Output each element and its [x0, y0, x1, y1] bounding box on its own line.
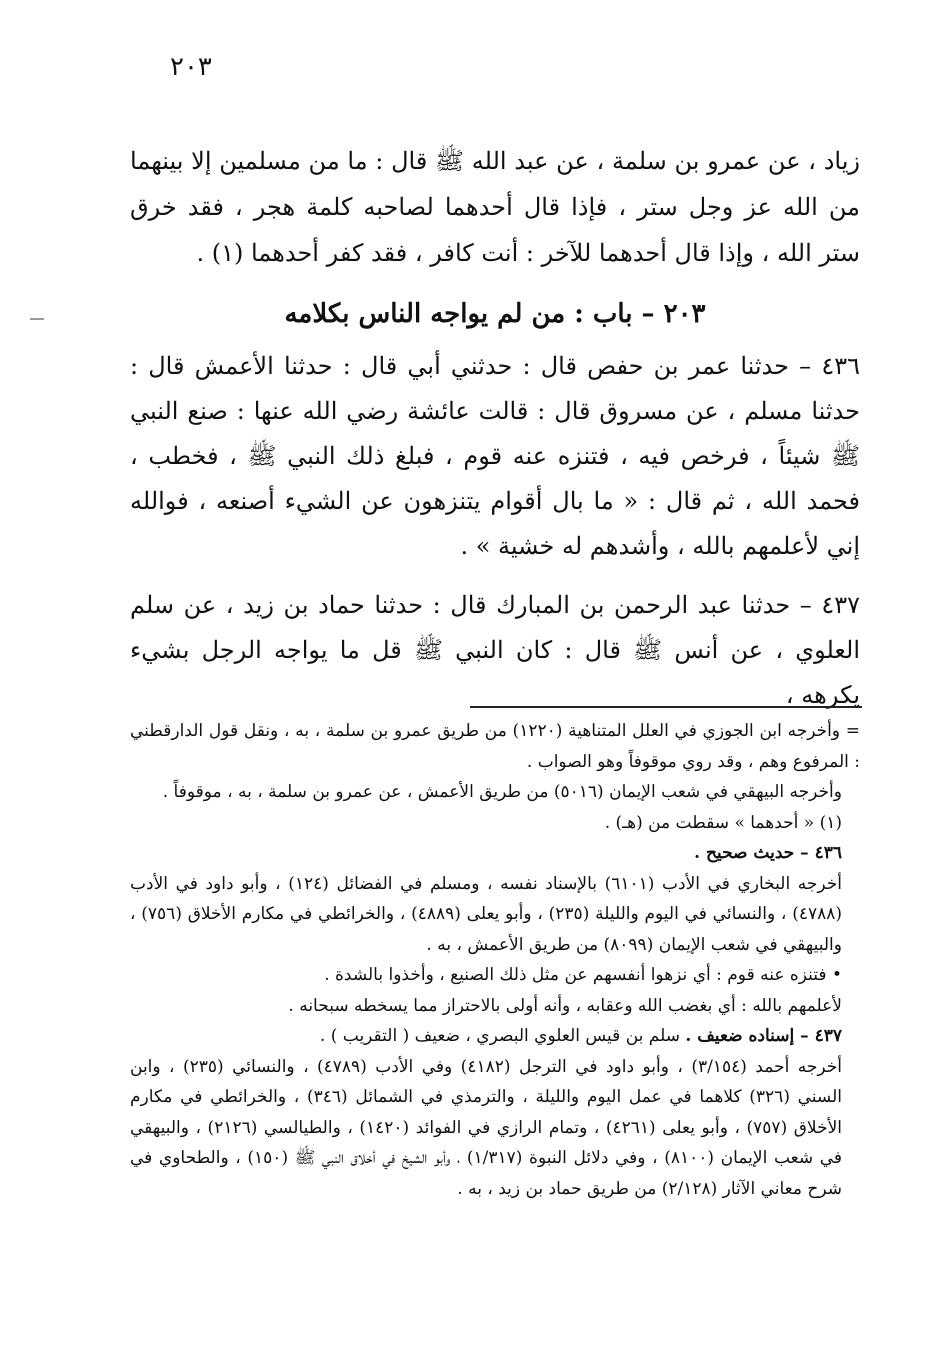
chapter-heading: ٢٠٣ – باب : من لم يواجه الناس بكلامه	[284, 299, 706, 329]
footnote-line	[130, 716, 860, 777]
page-number: ٢٠٣	[170, 52, 212, 82]
footnote-line	[130, 1021, 860, 1052]
footnote-text: وأخرجه البيهقي في شعب الإيمان (٥٠١٦) من طريق الأعمش ، عن عمرو بن سلمة ، به ، موقوفاً .	[162, 782, 842, 802]
footnote-text: لأعلمهم بالله : أي بغضب الله وعقابه ، وأنه أولى بالاحتراز مما يسخطه سبحانه .	[288, 995, 842, 1016]
footnote-divider	[470, 706, 862, 708]
footnote-line	[130, 869, 860, 961]
footnote-line	[130, 838, 860, 869]
hadith-436-text: ٤٣٦ – حدثنا عمر بن حفص قال : حدثني أبي قال : حدثنا الأعمش قال : حدثنا مسلم ، عن مسروق قال : قالت عائشة رضي الله عنها : صنع النبي ﷺ شيئاً ، فرخص فيه ، فتنزه عنه قوم ، فبلغ ذلك النبي ﷺ ، فخطب ، فحمد الله ، ثم قال : « ما بال أقوام يتنزهون عن الشيء أصنعه ، فوالله إني لأعلمهم بالله ، وأشدهم له خشية » .	[130, 352, 861, 560]
footnote-line	[130, 960, 860, 991]
footnote-line	[130, 1052, 860, 1205]
footnote-text: (١) « أحدهما » سقطت من (هـ) .	[604, 812, 842, 833]
main-text	[130, 138, 860, 732]
hadith-437	[130, 583, 860, 718]
margin-mark	[30, 318, 44, 320]
footnote-line	[130, 991, 860, 1022]
footnote-text: أخرجه البخاري في الأدب (٦١٠١) بالإسناد نفسه ، ومسلم في الفضائل (١٢٤) ، وأبو داود في الأدب (٤٧٨٨) ، والنسائي في اليوم والليلة (٢٣٥) ، وأبو يعلى (٤٨٨٩) ، والخرائطي في مكارم الأخلاق (٧٥٦) ، والبيهقي في شعب الإيمان (٨٠٩٩) من طريق الأعمش ، به .	[130, 873, 842, 955]
intro-paragraph-text: زياد ، عن عمرو بن سلمة ، عن عبد الله ﷺ قال : ما من مسلمين إلا بينهما من الله عز وجل ستر ، فإذا قال أحدهما لصاحبه كلمة هجر ، فقد خرق ستر الله ، وإذا قال أحدهما للآخر : أنت كافر ، فقد كفر أحدهما (١) .	[130, 147, 860, 267]
footnote-line	[130, 808, 860, 839]
hadith-436	[130, 344, 860, 569]
footnote-line	[130, 777, 860, 808]
footnote-heading-436: ٤٣٦ – حديث صحيح .	[694, 843, 842, 863]
footnote-heading-437: ٤٣٧ – إسناده ضعيف .	[685, 1026, 842, 1046]
footnote-text: • فتنزه عنه قوم : أي نزهوا أنفسهم عن مثل ذلك الصنيع ، وأخذوا بالشدة .	[324, 965, 842, 985]
footnote-text: أخرجه أحمد (٣/١٥٤) ، وأبو داود في الترجل (٤١٨٢) وفي الأدب (٤٧٨٩) ، والنسائي (٢٣٥) ، وابن السني (٣٢٦) كلاهما في عمل اليوم والليلة ، والترمذي في الشمائل (٣٤٦) ، والخرائطي في مكارم الأخلاق (٧٥٧) ، وأبو يعلى (٤٢٦١) ، وتمام الرازي في الفوائد (١٤٢٠) ، والطيالسي (٢١٢٦) ، والبيهقي في شعب الإيمان (٨١٠٠) ، وفي دلائل النبوة (١/٣١٧) ، وأبو الشيخ في أخلاق النبي ﷺ (١٥٠) ، والطحاوي في شرح معاني الآثار (٢/١٢٨) من طريق حماد بن زيد ، به .	[130, 1056, 843, 1199]
footnote-text: = وأخرجه ابن الجوزي في العلل المتناهية (١٢٢٠) من طريق عمرو بن سلمة ، به ، ونقل قول الدارقطني : المرفوع وهم ، وقد روي موقوفاً وهو الصواب .	[130, 721, 860, 772]
intro-paragraph	[130, 138, 860, 276]
footnote-text: سلم بن قيس العلوي البصري ، ضعيف ( التقريب ) .	[319, 1026, 686, 1046]
hadith-437-text: ٤٣٧ – حدثنا عبد الرحمن بن المبارك قال : حدثنا حماد بن زيد ، عن سلم العلوي ، عن أنس ﷺ قال : كان النبي ﷺ قل ما يواجه الرجل بشيء يكرهه ،	[130, 591, 861, 709]
footnotes	[130, 716, 860, 1204]
